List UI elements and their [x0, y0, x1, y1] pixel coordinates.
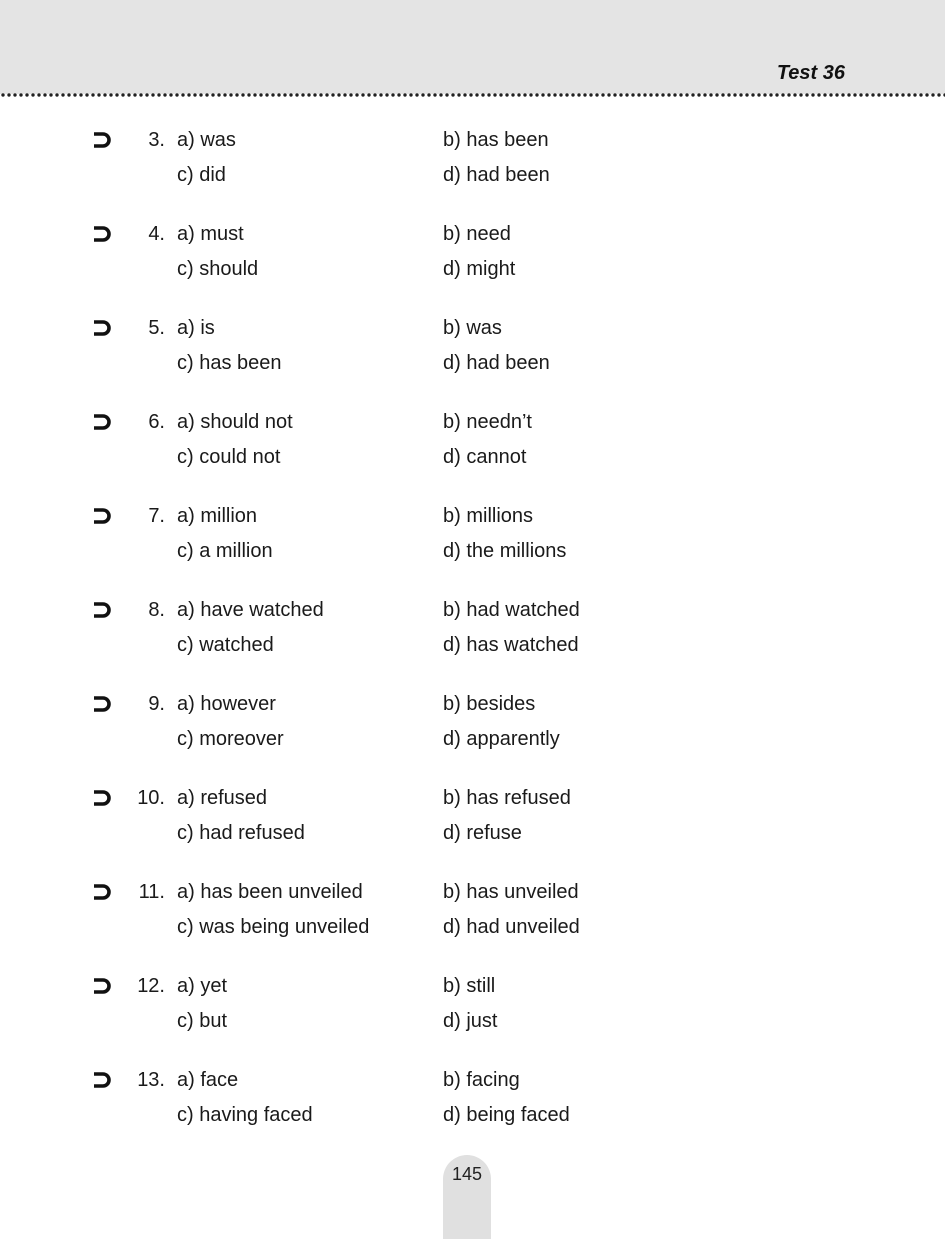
- question-number: 4.: [148, 223, 165, 245]
- option-a: a) is: [177, 317, 215, 339]
- header-band: [0, 0, 945, 94]
- option-b: b) still: [443, 975, 496, 997]
- option-c: c) having faced: [177, 1104, 313, 1126]
- question-number: 12.: [137, 975, 165, 997]
- page-number: 145: [451, 1164, 483, 1184]
- option-d: d) cannot: [443, 446, 527, 468]
- option-a: a) was: [177, 129, 236, 151]
- option-d: d) being faced: [443, 1104, 570, 1126]
- curved-arrow-right-icon: [92, 506, 112, 526]
- question-number: 8.: [148, 599, 165, 621]
- curved-arrow-right-icon: [92, 1070, 112, 1090]
- page-header-title: Test 36: [776, 62, 845, 84]
- option-d: d) apparently: [443, 728, 560, 750]
- option-c: c) was being unveiled: [177, 916, 370, 938]
- option-b: b) need: [443, 223, 511, 245]
- question-number: 13.: [137, 1069, 165, 1091]
- question-number: 6.: [148, 411, 165, 433]
- option-b: b) has been: [443, 129, 549, 151]
- curved-arrow-right-icon: [92, 600, 112, 620]
- option-c: c) had refused: [177, 822, 305, 844]
- question-number: 3.: [148, 129, 165, 151]
- option-d: d) had been: [443, 352, 550, 374]
- curved-arrow-right-icon: [92, 976, 112, 996]
- option-c: c) a million: [177, 540, 273, 562]
- option-d: d) just: [443, 1010, 498, 1032]
- option-d: d) has watched: [443, 634, 579, 656]
- curved-arrow-right-icon: [92, 130, 112, 150]
- question-item: [0, 690, 945, 784]
- option-b: b) has unveiled: [443, 881, 579, 903]
- option-d: d) the millions: [443, 540, 567, 562]
- option-b: b) was: [443, 317, 502, 339]
- option-a: a) must: [177, 223, 244, 245]
- option-b: b) millions: [443, 505, 534, 527]
- option-c: c) has been: [177, 352, 282, 374]
- question-item: [0, 972, 945, 1066]
- question-item: [0, 1066, 945, 1160]
- option-a: a) face: [177, 1069, 239, 1091]
- option-b: b) besides: [443, 693, 536, 715]
- question-item: [0, 126, 945, 220]
- curved-arrow-right-icon: [92, 412, 112, 432]
- option-a: a) million: [177, 505, 258, 527]
- option-c: c) did: [177, 164, 226, 186]
- question-number: 10.: [137, 787, 165, 809]
- option-a: a) should not: [177, 411, 293, 433]
- curved-arrow-right-icon: [92, 318, 112, 338]
- option-d: d) might: [443, 258, 516, 280]
- question-item: [0, 784, 945, 878]
- curved-arrow-right-icon: [92, 694, 112, 714]
- option-c: c) but: [177, 1010, 228, 1032]
- question-number: 9.: [148, 693, 165, 715]
- option-b: b) had watched: [443, 599, 580, 621]
- curved-arrow-right-icon: [92, 224, 112, 244]
- question-number: 11.: [138, 881, 165, 903]
- question-list: [0, 126, 945, 1160]
- option-b: b) facing: [443, 1069, 520, 1091]
- question-item: [0, 314, 945, 408]
- page-number-tab: [443, 1155, 491, 1239]
- option-c: c) moreover: [177, 728, 284, 750]
- curved-arrow-right-icon: [92, 882, 112, 902]
- question-item: [0, 220, 945, 314]
- option-d: d) refuse: [443, 822, 522, 844]
- option-a: a) has been unveiled: [177, 881, 363, 903]
- option-c: c) could not: [177, 446, 281, 468]
- option-d: d) had unveiled: [443, 916, 580, 938]
- option-c: c) should: [177, 258, 259, 280]
- option-a: a) however: [177, 693, 276, 715]
- option-b: b) has refused: [443, 787, 571, 809]
- question-item: [0, 408, 945, 502]
- option-a: a) have watched: [177, 599, 324, 621]
- option-a: a) refused: [177, 787, 268, 809]
- question-item: [0, 878, 945, 972]
- question-number: 5.: [148, 317, 165, 339]
- question-number: 7.: [148, 505, 165, 527]
- option-a: a) yet: [177, 975, 228, 997]
- question-item: [0, 502, 945, 596]
- option-b: b) needn’t: [443, 411, 532, 433]
- dotted-divider: [0, 91, 945, 99]
- curved-arrow-right-icon: [92, 788, 112, 808]
- question-item: [0, 596, 945, 690]
- option-c: c) watched: [177, 634, 274, 656]
- option-d: d) had been: [443, 164, 550, 186]
